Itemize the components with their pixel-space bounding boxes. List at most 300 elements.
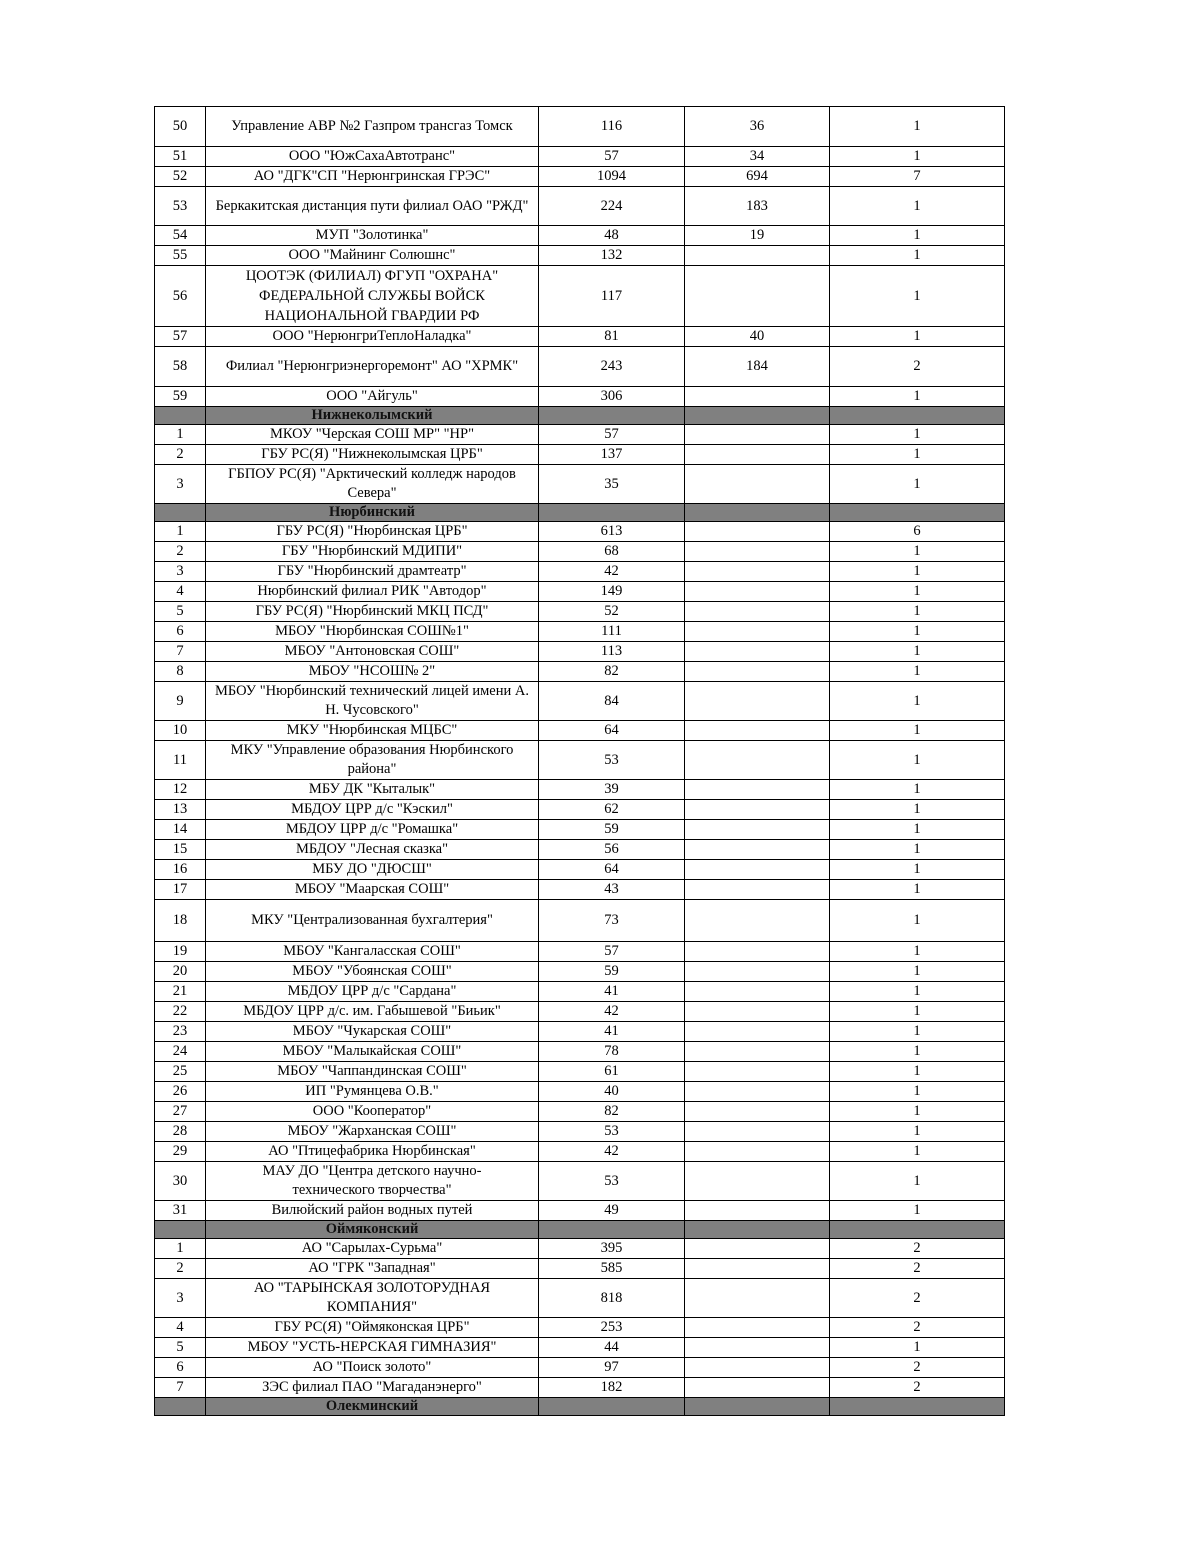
table-row [155,1102,1005,1122]
value-cell-col4 [685,425,830,445]
value-cell-col5: 1 [830,1042,1005,1062]
table-row [155,167,1005,187]
value-cell-col4 [685,820,830,840]
organization-name-cell: МБОУ "НСОШ№ 2" [206,662,539,682]
value-cell-col3: 818 [539,1279,685,1318]
value-cell-col5: 1 [830,1062,1005,1082]
row-number-cell: 18 [155,900,206,942]
organization-name-cell: АО "ГРК "Западная" [206,1259,539,1279]
section-empty-cell [539,1398,685,1416]
organization-name-cell: ГБУ РС(Я) "Нюрбинский МКЦ ПСД" [206,602,539,622]
row-number-cell: 6 [155,1358,206,1378]
row-number-cell: 1 [155,1239,206,1259]
row-number-cell: 21 [155,982,206,1002]
value-cell-col4 [685,682,830,721]
value-cell-col4 [685,741,830,780]
row-number-cell: 7 [155,642,206,662]
value-cell-col5: 1 [830,602,1005,622]
value-cell-col4 [685,387,830,407]
row-number-cell: 5 [155,1338,206,1358]
value-cell-col5: 2 [830,347,1005,387]
row-number-cell: 29 [155,1142,206,1162]
value-cell-col5: 1 [830,741,1005,780]
organization-name-cell: МКУ "Централизованная бухгалтерия" [206,900,539,942]
organization-name-cell: АО "ДГК"СП "Нерюнгринская ГРЭС" [206,167,539,187]
section-empty-cell [539,407,685,425]
organization-name-cell: МБОУ "Нюрбинская СОШ№1" [206,622,539,642]
table-row [155,1201,1005,1221]
value-cell-col3: 39 [539,780,685,800]
value-cell-col3: 117 [539,266,685,327]
organization-name-cell: МБДОУ ЦРР д/с. им. Габышевой "Биьик" [206,1002,539,1022]
table-row [155,1338,1005,1358]
section-empty-cell [830,407,1005,425]
value-cell-col5: 1 [830,860,1005,880]
row-number-cell: 52 [155,167,206,187]
section-empty-cell [539,1221,685,1239]
value-cell-col4 [685,942,830,962]
value-cell-col5: 1 [830,226,1005,246]
value-cell-col4 [685,1239,830,1259]
section-empty-cell [539,504,685,522]
organization-name-cell: МУП "Золотинка" [206,226,539,246]
organization-name-cell: МБОУ "Чукарская СОШ" [206,1022,539,1042]
organization-name-cell: МКУ "Нюрбинская МЦБС" [206,721,539,741]
row-number-cell: 4 [155,1318,206,1338]
value-cell-col3: 64 [539,860,685,880]
value-cell-col3: 57 [539,147,685,167]
value-cell-col4 [685,1201,830,1221]
value-cell-col5: 1 [830,662,1005,682]
value-cell-col4 [685,542,830,562]
value-cell-col5: 1 [830,1082,1005,1102]
value-cell-col3: 82 [539,1102,685,1122]
organization-name-cell: ГБУ РС(Я) "Оймяконская ЦРБ" [206,1318,539,1338]
table-row [155,1318,1005,1338]
organization-name-cell: ООО "Майнинг Солюшнс" [206,246,539,266]
row-number-cell: 51 [155,147,206,167]
organization-name-cell: ООО "Айгуль" [206,387,539,407]
value-cell-col4 [685,1318,830,1338]
value-cell-col4 [685,900,830,942]
value-cell-col5: 1 [830,1201,1005,1221]
value-cell-col3: 182 [539,1378,685,1398]
section-header-row [155,407,1005,425]
value-cell-col3: 42 [539,1142,685,1162]
value-cell-col4: 19 [685,226,830,246]
value-cell-col4: 184 [685,347,830,387]
row-number-cell: 2 [155,542,206,562]
value-cell-col5: 6 [830,522,1005,542]
organization-name-cell: МКУ "Управление образования Нюрбинского района" [206,741,539,780]
value-cell-col5: 1 [830,425,1005,445]
value-cell-col5: 1 [830,246,1005,266]
value-cell-col3: 53 [539,741,685,780]
row-number-cell: 4 [155,582,206,602]
value-cell-col3: 48 [539,226,685,246]
value-cell-col4: 183 [685,187,830,226]
value-cell-col5: 1 [830,800,1005,820]
organization-name-cell: ГБУ РС(Я) "Нижнеколымская ЦРБ" [206,445,539,465]
row-number-cell: 28 [155,1122,206,1142]
value-cell-col4 [685,522,830,542]
table-row [155,327,1005,347]
table-row [155,1162,1005,1201]
value-cell-col3: 116 [539,107,685,147]
row-number-cell: 56 [155,266,206,327]
table-row [155,562,1005,582]
organization-name-cell: МБУ ДО "ДЮСШ" [206,860,539,880]
table-row [155,1122,1005,1142]
table-row [155,880,1005,900]
value-cell-col5: 2 [830,1279,1005,1318]
value-cell-col5: 1 [830,1162,1005,1201]
table-row [155,1142,1005,1162]
organization-name-cell: АО "Сарылах-Сурьма" [206,1239,539,1259]
organization-name-cell: МБОУ "Жарханская СОШ" [206,1122,539,1142]
organization-name-cell: МБОУ "Кангаласская СОШ" [206,942,539,962]
value-cell-col3: 113 [539,642,685,662]
organization-name-cell: МБОУ "Малыкайская СОШ" [206,1042,539,1062]
value-cell-col4: 40 [685,327,830,347]
value-cell-col3: 35 [539,465,685,504]
table-row [155,387,1005,407]
section-empty-cell [155,504,206,522]
table-row [155,187,1005,226]
section-empty-cell [685,1221,830,1239]
value-cell-col4 [685,1279,830,1318]
organization-name-cell: МБОУ "Убоянская СОШ" [206,962,539,982]
table-row [155,1002,1005,1022]
value-cell-col4 [685,1378,830,1398]
row-number-cell: 58 [155,347,206,387]
table-row [155,1082,1005,1102]
row-number-cell: 54 [155,226,206,246]
value-cell-col4 [685,1102,830,1122]
organization-name-cell: МБОУ "Антоновская СОШ" [206,642,539,662]
section-header-row [155,504,1005,522]
organization-name-cell: МБОУ "Маарская СОШ" [206,880,539,900]
table-row [155,642,1005,662]
row-number-cell: 22 [155,1002,206,1022]
organization-name-cell: ЗЭС филиал ПАО "Магаданэнерго" [206,1378,539,1398]
organization-name-cell: МКОУ "Черская СОШ МР" "НР" [206,425,539,445]
value-cell-col5: 1 [830,1002,1005,1022]
table-row [155,602,1005,622]
value-cell-col5: 1 [830,962,1005,982]
value-cell-col5: 2 [830,1358,1005,1378]
value-cell-col5: 1 [830,780,1005,800]
row-number-cell: 15 [155,840,206,860]
row-number-cell: 31 [155,1201,206,1221]
value-cell-col5: 1 [830,107,1005,147]
value-cell-col5: 1 [830,1122,1005,1142]
value-cell-col5: 1 [830,582,1005,602]
row-number-cell: 2 [155,445,206,465]
value-cell-col3: 61 [539,1062,685,1082]
organization-name-cell: ИП "Румянцева О.В." [206,1082,539,1102]
organization-name-cell: Вилюйский район водных путей [206,1201,539,1221]
row-number-cell: 26 [155,1082,206,1102]
value-cell-col3: 84 [539,682,685,721]
value-cell-col3: 49 [539,1201,685,1221]
section-empty-cell [685,504,830,522]
value-cell-col3: 306 [539,387,685,407]
value-cell-col3: 40 [539,1082,685,1102]
value-cell-col4 [685,1042,830,1062]
table-row [155,622,1005,642]
value-cell-col5: 2 [830,1378,1005,1398]
value-cell-col4 [685,266,830,327]
table-row [155,1378,1005,1398]
value-cell-col4 [685,982,830,1002]
table-row [155,522,1005,542]
organization-name-cell: ГБПОУ РС(Я) "Арктический колледж народов Севера" [206,465,539,504]
value-cell-col3: 97 [539,1358,685,1378]
organization-name-cell: МБДОУ ЦРР д/с "Кэскил" [206,800,539,820]
table-body [155,107,1005,1416]
row-number-cell: 3 [155,1279,206,1318]
value-cell-col5: 7 [830,167,1005,187]
row-number-cell: 20 [155,962,206,982]
section-header-row [155,1221,1005,1239]
value-cell-col3: 42 [539,1002,685,1022]
organization-name-cell: ГБУ РС(Я) "Нюрбинская ЦРБ" [206,522,539,542]
value-cell-col3: 68 [539,542,685,562]
value-cell-col5: 2 [830,1318,1005,1338]
section-empty-cell [155,407,206,425]
section-empty-cell [685,407,830,425]
value-cell-col5: 1 [830,840,1005,860]
row-number-cell: 27 [155,1102,206,1122]
table-row [155,582,1005,602]
table-row [155,425,1005,445]
value-cell-col5: 1 [830,900,1005,942]
value-cell-col5: 1 [830,982,1005,1002]
table-row [155,800,1005,820]
value-cell-col5: 2 [830,1259,1005,1279]
value-cell-col3: 52 [539,602,685,622]
value-cell-col5: 1 [830,266,1005,327]
value-cell-col3: 44 [539,1338,685,1358]
row-number-cell: 1 [155,522,206,542]
value-cell-col4 [685,562,830,582]
value-cell-col5: 1 [830,1102,1005,1122]
row-number-cell: 12 [155,780,206,800]
table-row [155,820,1005,840]
value-cell-col5: 1 [830,445,1005,465]
value-cell-col4 [685,465,830,504]
value-cell-col4 [685,642,830,662]
value-cell-col5: 1 [830,1022,1005,1042]
row-number-cell: 3 [155,562,206,582]
section-empty-cell [155,1221,206,1239]
value-cell-col4 [685,1122,830,1142]
value-cell-col3: 62 [539,800,685,820]
value-cell-col4 [685,582,830,602]
row-number-cell: 10 [155,721,206,741]
value-cell-col5: 1 [830,327,1005,347]
value-cell-col5: 1 [830,387,1005,407]
organization-name-cell: ГБУ "Нюрбинский драмтеатр" [206,562,539,582]
table-row [155,741,1005,780]
row-number-cell: 24 [155,1042,206,1062]
table-row [155,246,1005,266]
value-cell-col3: 253 [539,1318,685,1338]
value-cell-col4 [685,860,830,880]
value-cell-col3: 57 [539,425,685,445]
organization-name-cell: ООО "ЮжСахаАвтотранс" [206,147,539,167]
organization-name-cell: МБУ ДК "Кыталык" [206,780,539,800]
value-cell-col3: 243 [539,347,685,387]
value-cell-col4 [685,721,830,741]
row-number-cell: 9 [155,682,206,721]
value-cell-col5: 1 [830,642,1005,662]
organization-name-cell: АО "Поиск золото" [206,1358,539,1378]
organization-name-cell: МБОУ "Чаппандинская СОШ" [206,1062,539,1082]
value-cell-col3: 78 [539,1042,685,1062]
section-title: Нюрбинский [206,504,539,522]
section-header-row [155,1398,1005,1416]
table-row [155,1358,1005,1378]
row-number-cell: 17 [155,880,206,900]
value-cell-col4 [685,1142,830,1162]
value-cell-col4 [685,602,830,622]
value-cell-col4: 36 [685,107,830,147]
table-row [155,860,1005,880]
row-number-cell: 57 [155,327,206,347]
value-cell-col5: 1 [830,1338,1005,1358]
value-cell-col4 [685,445,830,465]
value-cell-col4 [685,1022,830,1042]
value-cell-col3: 42 [539,562,685,582]
value-cell-col4 [685,962,830,982]
organization-name-cell: МБДОУ ЦРР д/с "Сардана" [206,982,539,1002]
table-row [155,840,1005,860]
section-title: Нижнеколымский [206,407,539,425]
value-cell-col3: 137 [539,445,685,465]
value-cell-col3: 53 [539,1122,685,1142]
organization-name-cell: МБДОУ "Лесная сказка" [206,840,539,860]
value-cell-col3: 149 [539,582,685,602]
organization-name-cell: ГБУ "Нюрбинский МДИПИ" [206,542,539,562]
organization-name-cell: Филиал "Нерюнгриэнергоремонт" АО "ХРМК" [206,347,539,387]
value-cell-col5: 1 [830,880,1005,900]
value-cell-col5: 1 [830,682,1005,721]
value-cell-col4 [685,800,830,820]
table-row [155,465,1005,504]
organization-name-cell: АО "ТАРЫНСКАЯ ЗОЛОТОРУДНАЯ КОМПАНИЯ" [206,1279,539,1318]
value-cell-col4: 34 [685,147,830,167]
table-row [155,1279,1005,1318]
section-empty-cell [830,504,1005,522]
value-cell-col3: 43 [539,880,685,900]
table-row [155,147,1005,167]
row-number-cell: 6 [155,622,206,642]
table-row [155,347,1005,387]
row-number-cell: 14 [155,820,206,840]
table-row [155,107,1005,147]
table-row [155,721,1005,741]
organization-name-cell: МАУ ДО "Центра детского научно- технического творчества" [206,1162,539,1201]
value-cell-col3: 59 [539,820,685,840]
value-cell-col4 [685,1162,830,1201]
value-cell-col4: 694 [685,167,830,187]
value-cell-col3: 57 [539,942,685,962]
table-row [155,445,1005,465]
table-row [155,542,1005,562]
value-cell-col3: 41 [539,1022,685,1042]
section-empty-cell [155,1398,206,1416]
table-row [155,780,1005,800]
row-number-cell: 23 [155,1022,206,1042]
value-cell-col4 [685,1062,830,1082]
table-row [155,226,1005,246]
section-title: Олекминский [206,1398,539,1416]
row-number-cell: 30 [155,1162,206,1201]
value-cell-col3: 1094 [539,167,685,187]
value-cell-col3: 82 [539,662,685,682]
row-number-cell: 2 [155,1259,206,1279]
table-row [155,682,1005,721]
value-cell-col5: 1 [830,187,1005,226]
section-empty-cell [830,1221,1005,1239]
value-cell-col4 [685,1338,830,1358]
section-title: Оймяконский [206,1221,539,1239]
table-row [155,662,1005,682]
row-number-cell: 16 [155,860,206,880]
value-cell-col5: 1 [830,562,1005,582]
row-number-cell: 1 [155,425,206,445]
table-row [155,266,1005,327]
table-row [155,900,1005,942]
value-cell-col3: 81 [539,327,685,347]
value-cell-col3: 585 [539,1259,685,1279]
row-number-cell: 25 [155,1062,206,1082]
organization-name-cell: ООО "НерюнгриТеплоНаладка" [206,327,539,347]
row-number-cell: 53 [155,187,206,226]
row-number-cell: 5 [155,602,206,622]
value-cell-col5: 1 [830,465,1005,504]
value-cell-col5: 1 [830,622,1005,642]
table-row [155,1042,1005,1062]
organization-name-cell: АО "Птицефабрика Нюрбинская" [206,1142,539,1162]
organization-name-cell: МБДОУ ЦРР д/с "Ромашка" [206,820,539,840]
row-number-cell: 13 [155,800,206,820]
value-cell-col3: 64 [539,721,685,741]
row-number-cell: 7 [155,1378,206,1398]
value-cell-col3: 395 [539,1239,685,1259]
value-cell-col5: 1 [830,942,1005,962]
row-number-cell: 59 [155,387,206,407]
data-table [154,106,1005,1416]
value-cell-col4 [685,1358,830,1378]
organization-name-cell: МБОУ "Нюрбинский технический лицей имени А. Н. Чусовского" [206,682,539,721]
organization-name-cell: МБОУ "УСТЬ-НЕРСКАЯ ГИМНАЗИЯ" [206,1338,539,1358]
value-cell-col4 [685,780,830,800]
table-row [155,942,1005,962]
row-number-cell: 55 [155,246,206,266]
table-row [155,982,1005,1002]
section-empty-cell [830,1398,1005,1416]
value-cell-col5: 1 [830,820,1005,840]
value-cell-col3: 56 [539,840,685,860]
value-cell-col3: 613 [539,522,685,542]
organization-name-cell: Управление АВР №2 Газпром трансгаз Томск [206,107,539,147]
value-cell-col5: 1 [830,147,1005,167]
row-number-cell: 11 [155,741,206,780]
value-cell-col5: 1 [830,721,1005,741]
